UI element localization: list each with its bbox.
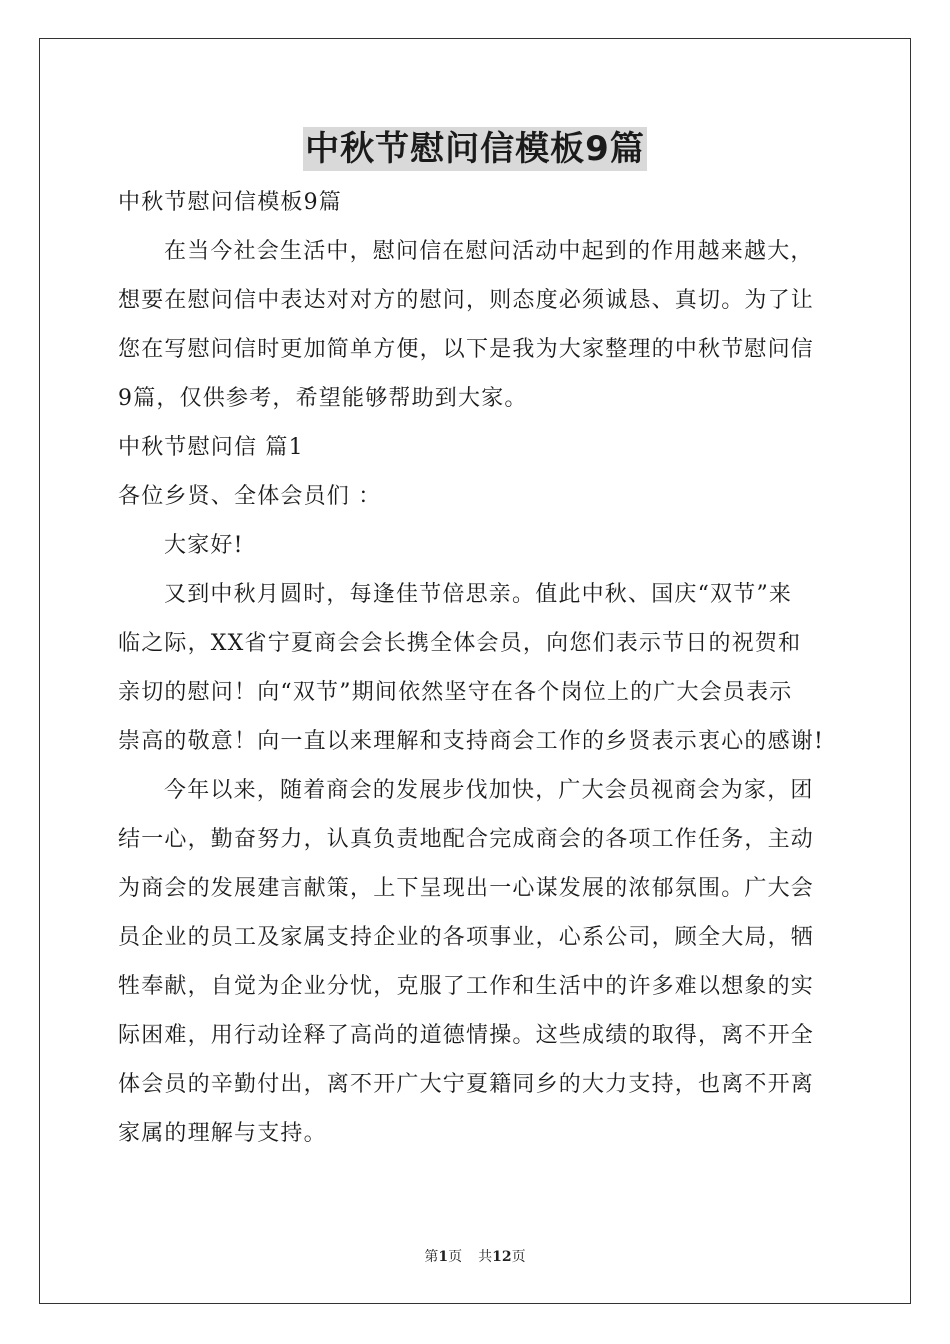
footer-total-prefix: 共 (478, 1249, 493, 1265)
text-line: 各位乡贤、全体会员们 ： (118, 484, 382, 509)
text-line: 员企业的员工及家属支持企业的各项事业，心系公司，顾全大局，牺 (118, 925, 815, 950)
text-line: 中秋节慰问信模板9篇 (118, 190, 342, 215)
document-title: 中秋节慰问信模板9篇 (305, 129, 645, 169)
text-line: 结一心，勤奋努力，认真负责地配合完成商会的各项工作任务，主动 (118, 827, 815, 852)
page-footer (0, 1247, 950, 1267)
text-line: 中秋节慰问信 篇1 (118, 435, 304, 460)
footer-total-suffix: 页 (511, 1249, 526, 1265)
footer-total-number: 12 (492, 1249, 512, 1265)
footer-page-prefix: 第 (424, 1249, 439, 1265)
text-line: 亲切的慰问！向“双节”期间依然坚守在各个岗位上的广大会员表示 (118, 680, 793, 705)
footer-page-number: 1 (438, 1249, 449, 1265)
text-line: 家属的理解与支持。 (118, 1121, 327, 1146)
text-line: 为商会的发展建言献策，上下呈现出一心谋发展的浓郁氛围。广大会 (118, 876, 815, 901)
text-line: 体会员的辛勤付出，离不开广大宁夏籍同乡的大力支持，也离不开离 (118, 1072, 815, 1097)
title-container (0, 127, 950, 171)
text-line: 今年以来，随着商会的发展步伐加快，广大会员视商会为家，团 (164, 778, 814, 803)
text-line: 临之际，XX省宁夏商会会长携全体会员，向您们表示节日的祝贺和 (118, 631, 802, 656)
text-line: 崇高的敬意！向一直以来理解和支持商会工作的乡贤表示衷心的感谢! (118, 729, 825, 754)
text-line: 际困难，用行动诠释了高尚的道德情操。这些成绩的取得，离不开全 (118, 1023, 815, 1048)
text-line: 又到中秋月圆时，每逢佳节倍思亲。值此中秋、国庆“双节”来 (164, 582, 793, 607)
text-line: 在当今社会生活中，慰问信在慰问活动中起到的作用越来越大， (164, 239, 814, 264)
text-line: 您在写慰问信时更加简单方便，以下是我为大家整理的中秋节慰问信 (118, 337, 815, 362)
document-body (118, 178, 838, 1158)
text-line: 牲奉献，自觉为企业分忧，克服了工作和生活中的许多难以想象的实 (118, 974, 815, 999)
footer-page-suffix: 页 (448, 1249, 463, 1265)
text-line: 9篇，仅供参考，希望能够帮助到大家。 (118, 386, 528, 411)
text-line: 大家好! (164, 533, 244, 558)
text-line: 想要在慰问信中表达对对方的慰问，则态度必须诚恳、真切。为了让 (118, 288, 815, 313)
